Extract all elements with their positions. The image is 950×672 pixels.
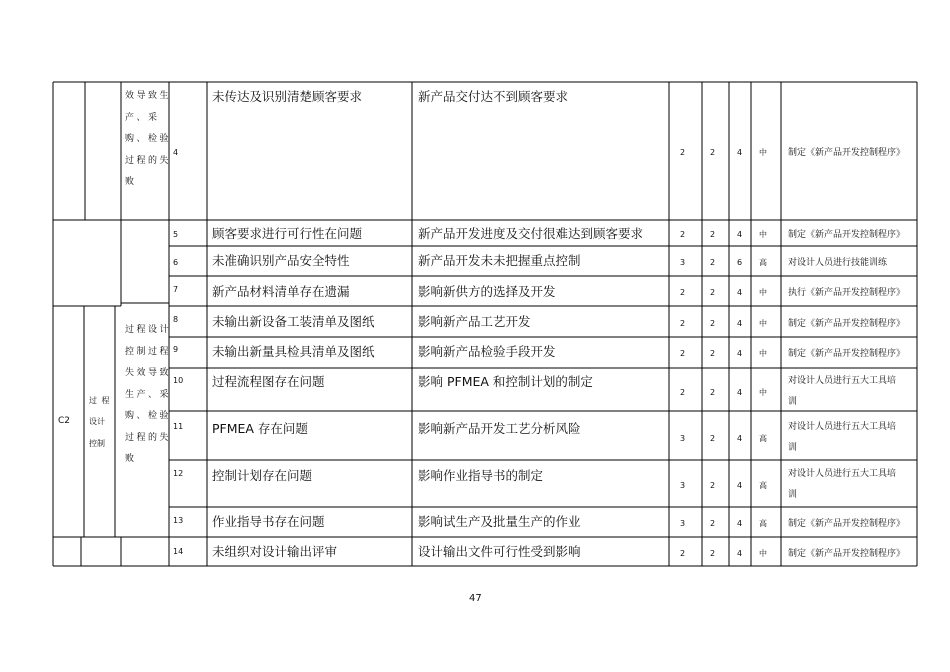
risk-score: 4 [737,349,743,358]
control-measure: 制定《新产品开发控制程序》 [788,230,906,240]
risk-score: 4 [737,230,743,239]
risk-score: 4 [737,388,743,397]
failure-effect: 影响作业指导书的制定 [418,468,544,483]
risk-level: 中 [759,549,767,558]
risk-level: 高 [759,434,767,443]
occurrence: 2 [710,549,716,558]
risk-level: 高 [759,519,767,528]
risk-level: 高 [759,258,767,267]
page-number: 47 [469,593,482,604]
failure-group-top: 效导致生产、采购、检验过程的失败 [125,91,172,187]
failure-effect: 设计输出文件可行性受到影响 [418,544,581,559]
risk-score: 4 [737,319,743,328]
severity: 3 [680,481,686,490]
occurrence: 2 [710,388,716,397]
risk-score: 4 [737,288,743,297]
control-measure: 对设计人员进行五大工具培 [788,422,897,432]
section-code: C2 [58,416,71,426]
occurrence: 2 [710,319,716,328]
occurrence: 2 [710,288,716,297]
section-name-line-1: 过 程 [89,396,111,405]
risk-score: 4 [737,481,743,490]
row-number: 5 [173,230,179,239]
severity: 2 [680,288,686,297]
failure-item: 过程流程图存在问题 [212,374,325,389]
failure-item: 未输出新量具检具清单及图纸 [212,344,375,359]
severity: 2 [680,319,686,328]
failure-effect: 影响 PFMEA 和控制计划的制定 [418,374,593,389]
failure-effect: 新产品开发未未把握重点控制 [418,253,581,268]
control-measure: 对设计人员进行五大工具培 [788,469,897,479]
risk-score: 4 [737,549,743,558]
risk-level: 中 [759,288,767,297]
row-number: 8 [173,315,179,324]
severity: 2 [680,388,686,397]
risk-score: 4 [737,434,743,443]
row-number: 10 [173,376,184,385]
control-measure: 制定《新产品开发控制程序》 [788,519,906,529]
risk-level: 中 [759,148,767,157]
control-measure: 制定《新产品开发控制程序》 [788,349,906,359]
failure-effect: 新产品交付达不到顾客要求 [418,89,569,104]
section-name-line-3: 控制 [89,439,105,448]
risk-score: 4 [737,519,743,528]
row-number: 11 [173,422,184,431]
failure-effect: 新产品开发进度及交付很难达到顾客要求 [418,226,644,241]
failure-effect: 影响新产品工艺开发 [418,314,531,329]
row-number: 13 [173,516,184,525]
failure-group-mid: 过程设计控制过程失效导致生产、采购、检验过程的失败 [125,325,172,464]
control-measure-cont: 训 [788,443,798,453]
occurrence: 2 [710,258,716,267]
control-measure: 制定《新产品开发控制程序》 [788,549,906,559]
row-number: 9 [173,345,179,354]
control-measure: 制定《新产品开发控制程序》 [788,319,906,329]
control-measure: 对设计人员进行五大工具培 [788,376,897,386]
severity: 2 [680,349,686,358]
row-number: 4 [173,148,179,157]
occurrence: 2 [710,230,716,239]
row-number: 12 [173,469,184,478]
control-measure: 对设计人员进行技能训练 [788,258,888,268]
failure-item: 新产品材料清单存在遗漏 [212,284,350,299]
risk-level: 中 [759,230,767,239]
failure-item: 未组织对设计输出评审 [212,544,338,559]
control-measure-cont: 训 [788,490,798,500]
occurrence: 2 [710,148,716,157]
risk-level: 中 [759,349,767,358]
failure-item: 未输出新设备工装清单及图纸 [212,314,375,329]
occurrence: 2 [710,519,716,528]
failure-effect: 影响新供方的选择及开发 [418,284,556,299]
risk-level: 中 [759,319,767,328]
row-number: 14 [173,547,184,556]
risk-level: 高 [759,481,767,490]
severity: 2 [680,549,686,558]
severity: 3 [680,434,686,443]
control-measure: 制定《新产品开发控制程序》 [788,148,906,158]
failure-effect: 影响新产品检验手段开发 [418,344,556,359]
severity: 2 [680,148,686,157]
failure-item: 未传达及识别清楚顾客要求 [212,89,363,104]
risk-level: 中 [759,388,767,397]
control-measure-cont: 训 [788,397,798,407]
row-number: 7 [173,285,179,294]
severity: 3 [680,258,686,267]
failure-item: 作业指导书存在问题 [212,514,325,529]
risk-score: 4 [737,148,743,157]
control-measure: 执行《新产品开发控制程序》 [788,288,906,298]
risk-score: 6 [737,258,743,267]
failure-item: PFMEA 存在问题 [212,421,308,436]
occurrence: 2 [710,481,716,490]
occurrence: 2 [710,434,716,443]
occurrence: 2 [710,349,716,358]
failure-item: 未准确识别产品安全特性 [212,253,350,268]
row-number: 6 [173,258,179,267]
failure-effect: 影响试生产及批量生产的作业 [418,514,581,529]
failure-item: 顾客要求进行可行性在问题 [212,226,363,241]
failure-effect: 影响新产品开发工艺分析风险 [418,421,581,436]
severity: 2 [680,230,686,239]
section-name-line-2: 设计 [89,417,105,426]
failure-item: 控制计划存在问题 [212,468,313,483]
severity: 3 [680,519,686,528]
